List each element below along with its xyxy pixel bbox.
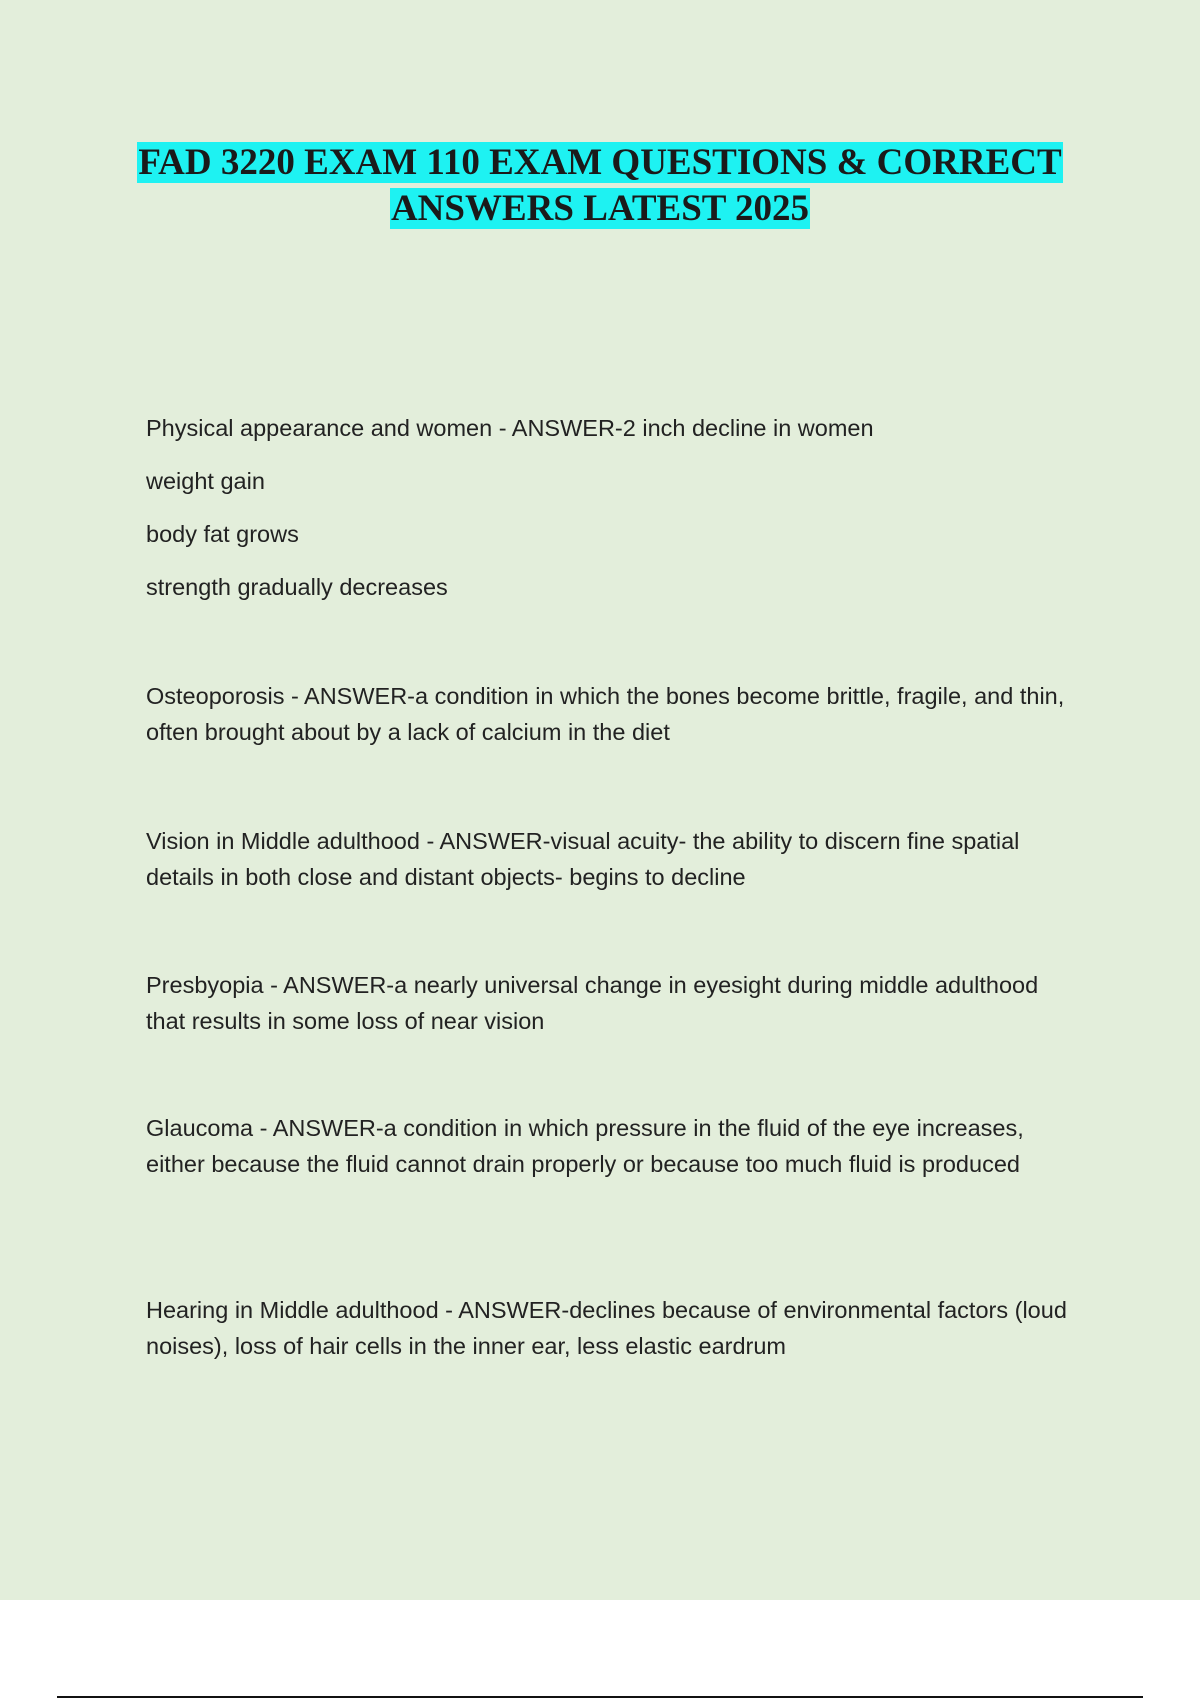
qa-line: body fat grows	[146, 521, 299, 547]
qa-item-hearing: Hearing in Middle adulthood - ANSWER-declines because of environmental factors (loud noises), loss of hair cells in the inner ear, less elastic eardrum	[146, 1297, 1067, 1359]
qa-item-presbyopia: Presbyopia - ANSWER-a nearly universal change in eyesight during middle adulthood that results in some loss of near vision	[146, 972, 1039, 1034]
qa-item-physical-appearance	[146, 410, 1076, 605]
qa-item-osteoporosis: Osteoporosis - ANSWER-a condition in which the bones become brittle, fragile, and thin, often brought about by a lack of calcium in the diet	[146, 683, 1065, 745]
qa-item-vision: Vision in Middle adulthood - ANSWER-visual acuity- the ability to discern fine spatial details in both close and distant objects- begins to decline	[146, 828, 1020, 890]
footer-divider	[57, 1696, 1143, 1698]
qa-line: strength gradually decreases	[146, 574, 448, 600]
qa-item-glaucoma: Glaucoma - ANSWER-a condition in which pressure in the fluid of the eye increases, either because the fluid cannot drain properly or because too much fluid is produced	[146, 1115, 1024, 1177]
page-title	[0, 140, 1200, 232]
title-line-2: ANSWERS LATEST 2025	[390, 188, 810, 229]
qa-line: Physical appearance and women - ANSWER-2 inch decline in women	[146, 415, 874, 441]
title-line-1: FAD 3220 EXAM 110 EXAM QUESTIONS & CORRECT	[138, 142, 1062, 183]
qa-line: weight gain	[146, 468, 265, 494]
